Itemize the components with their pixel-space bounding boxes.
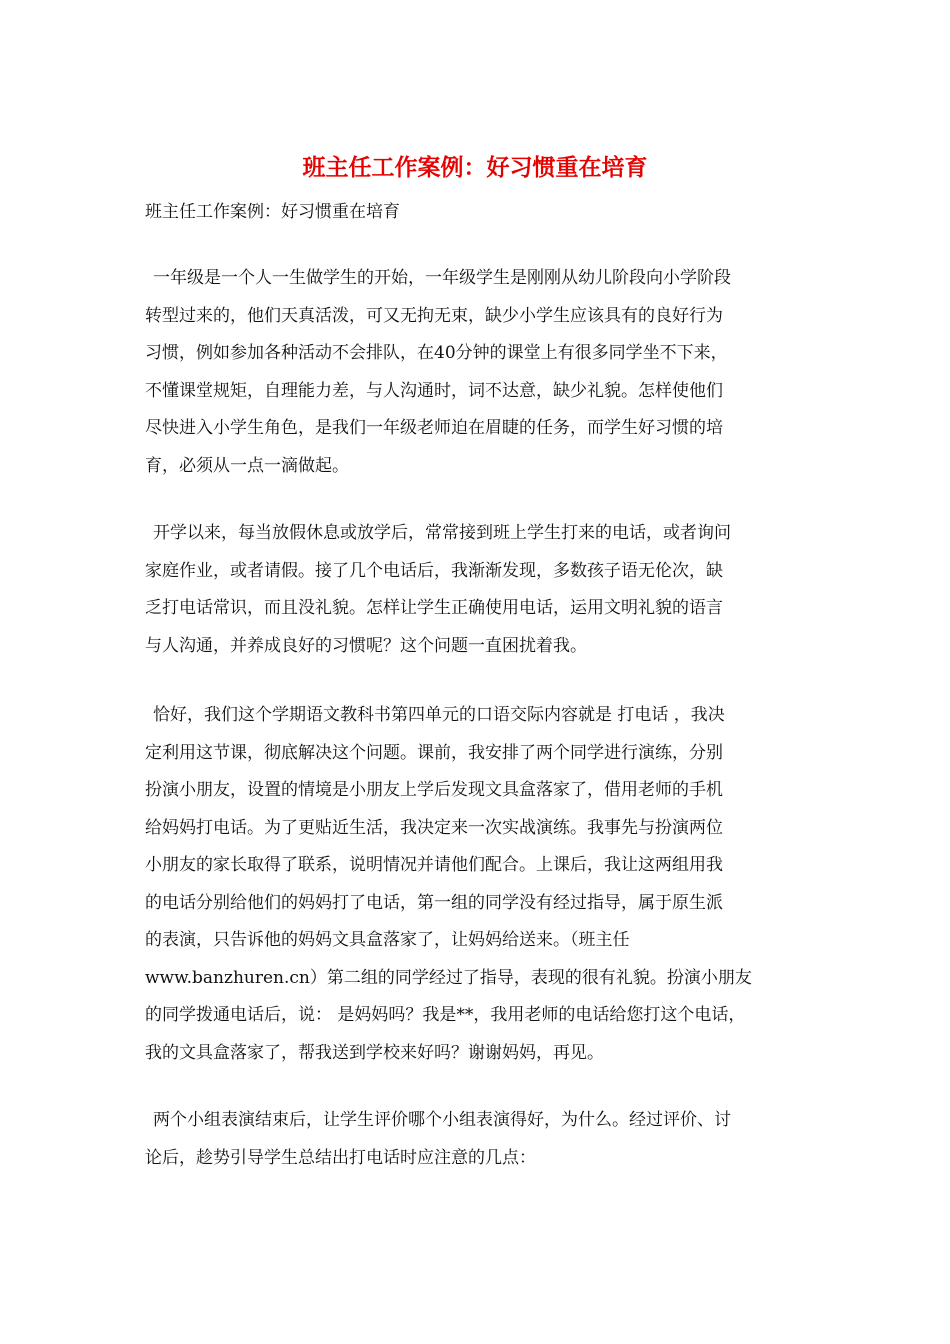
paragraph-1 xyxy=(145,260,825,485)
paragraph-line: 的同学拨通电话后，说： 是妈妈吗？我是**，我用老师的电话给您打这个电话， xyxy=(145,1005,746,1025)
paragraph-line: 扮演小朋友，设置的情境是小朋友上学后发现文具盒落家了，借用老师的手机 xyxy=(145,780,723,800)
paragraph-line: 小朋友的家长取得了联系，说明情况并请他们配合。上课后，我让这两组用我 xyxy=(145,855,723,875)
paragraph-line: 不懂课堂规矩，自理能力差，与人沟通时，词不达意，缺少礼貌。怎样使他们 xyxy=(145,380,723,401)
paragraph-line: 乏打电话常识，而且没礼貌。怎样让学生正确使用电话，运用文明礼貌的语言 xyxy=(145,598,723,618)
document-subtitle: 班主任工作案例：好习惯重在培育 xyxy=(145,202,400,222)
paragraph-4 xyxy=(145,1102,825,1177)
paragraph-line: 两个小组表演结束后，让学生评价哪个小组表演得好，为什么。经过评价、讨 xyxy=(153,1110,731,1130)
paragraph-line: 尽快进入小学生角色，是我们一年级老师迫在眉睫的任务，而学生好习惯的培 xyxy=(145,418,723,438)
paragraph-line: 家庭作业，或者请假。接了几个电话后，我渐渐发现，多数孩子语无伦次，缺 xyxy=(145,560,723,581)
paragraph-line: 论后，趁势引导学生总结出打电话时应注意的几点： xyxy=(145,1147,536,1168)
paragraph-3 xyxy=(145,697,825,1072)
paragraph-line: 我的文具盒落家了，帮我送到学校来好吗？谢谢妈妈，再见。 xyxy=(145,1042,604,1063)
paragraph-line: 开学以来，每当放假休息或放学后，常常接到班上学生打来的电话，或者询问 xyxy=(153,523,731,543)
paragraph-line: 习惯，例如参加各种活动不会排队，在40分钟的课堂上有很多同学坐不下来， xyxy=(145,343,728,363)
paragraph-line: 的电话分别给他们的妈妈打了电话，第一组的同学没有经过指导，属于原生派 xyxy=(145,892,723,913)
paragraph-line: 育，必须从一点一滴做起。 xyxy=(145,455,349,476)
paragraph-line: 给妈妈打电话。为了更贴近生活，我决定来一次实战演练。我事先与扮演两位 xyxy=(145,817,723,838)
paragraph-line: 定利用这节课，彻底解决这个问题。课前，我安排了两个同学进行演练，分别 xyxy=(145,742,723,763)
paragraph-line: 转型过来的，他们天真活泼，可又无拘无束，缺少小学生应该具有的良好行为 xyxy=(145,305,723,326)
document-title: 班主任工作案例：好习惯重在培育 xyxy=(302,154,648,181)
paragraph-line: 一年级是一个人一生做学生的开始，一年级学生是刚刚从幼儿阶段向小学阶段 xyxy=(153,268,731,288)
paragraph-2 xyxy=(145,515,825,665)
paragraph-line: 的表演，只告诉他的妈妈文具盒落家了，让妈妈给送来。（班主任 xyxy=(145,930,630,950)
paragraph-line: 恰好，我们这个学期语文教科书第四单元的口语交际内容就是 打电话 ，我决 xyxy=(153,705,725,725)
paragraph-line: 与人沟通，并养成良好的习惯呢？这个问题一直困扰着我。 xyxy=(145,635,587,656)
paragraph-line: www.banzhuren.cn）第二组的同学经过了指导，表现的很有礼貌。扮演小朋友 xyxy=(145,967,752,988)
